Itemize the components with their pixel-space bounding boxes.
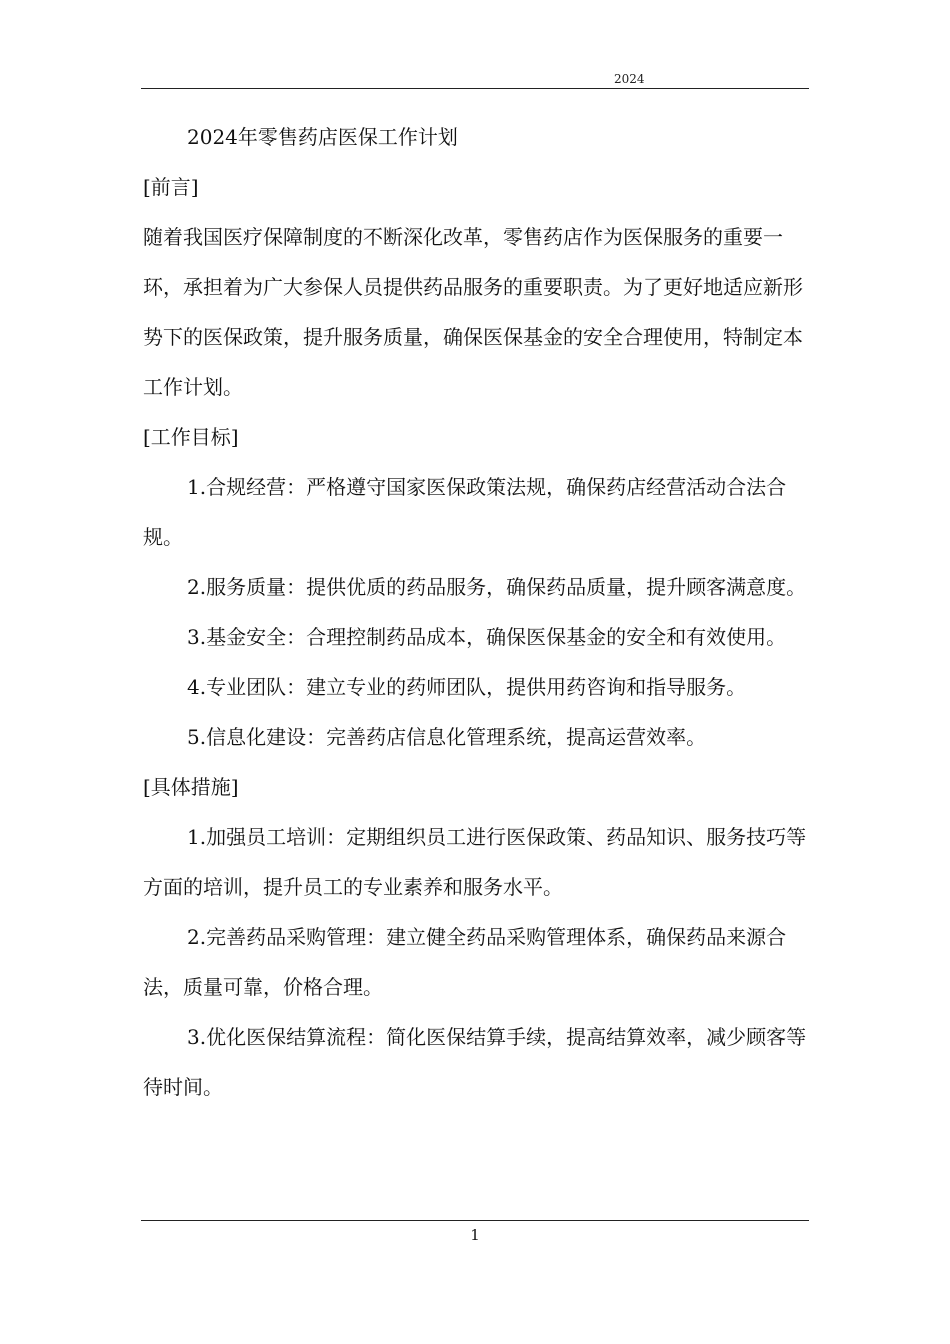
document-title: 2024年零售药店医保工作计划 bbox=[187, 125, 458, 149]
goals-heading: [工作目标] bbox=[143, 425, 239, 449]
goal-item: 4.专业团队：建立专业的药师团队，提供用药咨询和指导服务。 bbox=[187, 675, 747, 699]
preface-heading: [前言] bbox=[143, 175, 199, 199]
measures-heading: [具体措施] bbox=[143, 775, 239, 799]
header-divider bbox=[141, 88, 809, 89]
measure-item: 3.优化医保结算流程：简化医保结算手续，提高结算效率，减少顾客等待时间。 bbox=[143, 1025, 807, 1099]
footer-divider bbox=[141, 1220, 809, 1221]
measure-item: 2.完善药品采购管理：建立健全药品采购管理体系，确保药品来源合法，质量可靠，价格合理。 bbox=[143, 925, 787, 999]
measure-item: 1.加强员工培训：定期组织员工进行医保政策、药品知识、服务技巧等方面的培训，提升员工的专业素养和服务水平。 bbox=[143, 825, 807, 899]
header-year: 2024 bbox=[614, 72, 645, 86]
goal-item: 2.服务质量：提供优质的药品服务，确保药品质量，提升顾客满意度。 bbox=[187, 575, 807, 599]
goal-item: 3.基金安全：合理控制药品成本，确保医保基金的安全和有效使用。 bbox=[187, 625, 787, 649]
goal-item: 1.合规经营：严格遵守国家医保政策法规，确保药店经营活动合法合规。 bbox=[143, 475, 787, 549]
preface-paragraph: 随着我国医疗保障制度的不断深化改革，零售药店作为医保服务的重要一环，承担着为广大参保人员提供药品服务的重要职责。为了更好地适应新形势下的医保政策，提升服务质量，确保医保基金的安全合理使用，特制定本工作计划。 bbox=[143, 225, 803, 399]
goal-item: 5.信息化建设：完善药店信息化管理系统，提高运营效率。 bbox=[187, 725, 707, 749]
document-body bbox=[143, 112, 813, 1112]
page-number: 1 bbox=[470, 1226, 480, 1244]
